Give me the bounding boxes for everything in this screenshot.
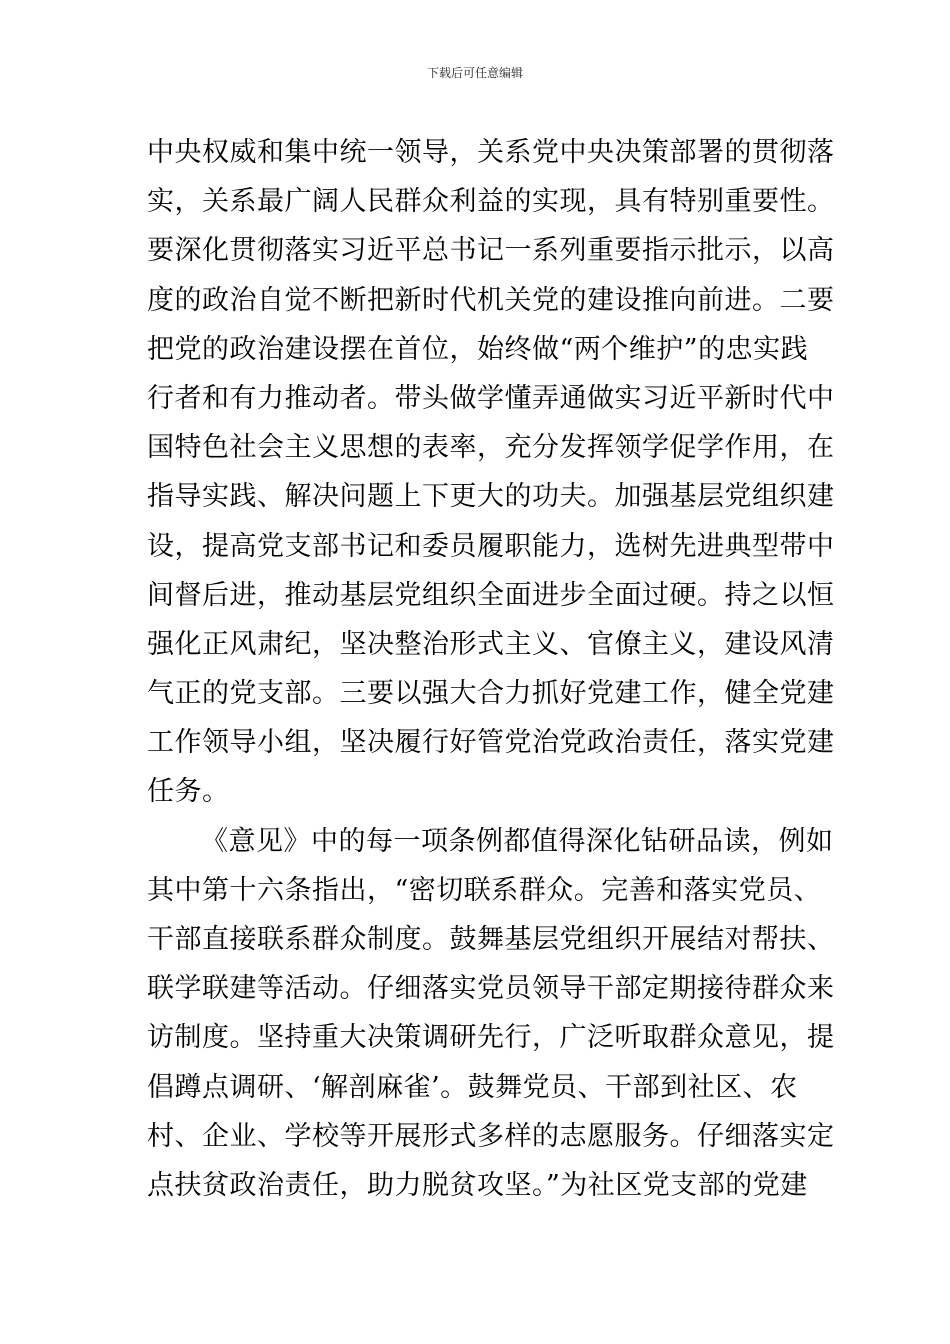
text-line: 设，提高党支部书记和委员履职能力，选树先进典型带中 <box>147 530 835 562</box>
page-header: 下载后可任意编辑 <box>426 66 523 80</box>
text-line: 工作领导小组，坚决履行好管党治党政治责任，落实党建 <box>147 727 835 759</box>
text-line: 行者和有力推动者。带头做学懂弄通做实习近平新时代中 <box>147 382 835 414</box>
text-line: 联学联建等活动。仔细落实党员领导干部定期接待群众来 <box>147 973 835 1005</box>
text-line: 国特色社会主义思想的表率，充分发挥领学促学作用，在 <box>147 432 835 464</box>
text-line: 干部直接联系群众制度。鼓舞基层党组织开展结对帮扶、 <box>147 924 835 955</box>
text-line: 点扶贫政治责任，助力脱贫攻坚。”为社区党支部的党建 <box>147 1169 808 1201</box>
text-line: 倡蹲点调研、‘解剖麻雀’。鼓舞党员、干部到社区、农 <box>147 1071 798 1103</box>
text-line: 村、企业、学校等开展形式多样的志愿服务。仔细落实定 <box>147 1120 835 1152</box>
text-line: 任务。 <box>147 776 230 808</box>
text-line: 指导实践、解决问题上下更大的功夫。加强基层党组织建 <box>147 481 835 513</box>
paragraph-first-line: 《意见》中的每一项条例都值得深化钻研品读，例如 <box>201 825 834 857</box>
text-line: 间督后进，推动基层党组织全面进步全面过硬。持之以恒 <box>147 579 835 611</box>
text-line: 度的政治自觉不断把新时代机关党的建设推向前进。二要 <box>147 284 835 316</box>
text-line: 中央权威和集中统一领导，关系党中央决策部署的贯彻落 <box>147 137 835 168</box>
text-line: 气正的党支部。三要以强大合力抓好党建工作，健全党建 <box>147 678 835 710</box>
text-line: 其中第十六条指出，“密切联系群众。完善和落实党员、 <box>147 874 822 906</box>
text-line: 把党的政治建设摆在首位，始终做“两个维护”的忠实践 <box>147 333 809 365</box>
document-body <box>147 128 835 1210</box>
text-line: 强化正风肃纪，坚决整治形式主义、官僚主义，建设风清 <box>147 628 835 660</box>
text-line: 要深化贯彻落实习近平总书记一系列重要指示批示，以高 <box>147 235 835 267</box>
text-line: 访制度。坚持重大决策调研先行，广泛听取群众意见，提 <box>147 1022 835 1054</box>
text-line: 实，关系最广阔人民群众利益的实现，具有特别重要性。 <box>147 186 835 218</box>
